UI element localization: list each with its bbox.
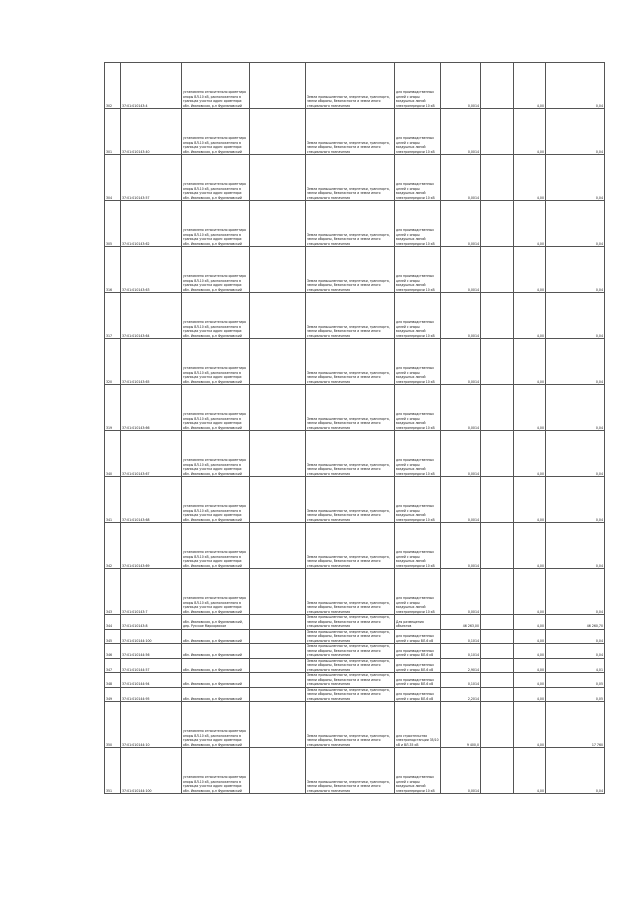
location-description-cell: установлено относительно ориентира опоры ВЛ-10 кВ, расположенного в границах участка адрес ориентира: обл. Ивановская, р-н Фурмановский xyxy=(182,431,250,477)
total-value-cell: 46 260,70 xyxy=(546,615,605,630)
area-value-cell: 0,0014 xyxy=(441,155,481,201)
empty-value-cell xyxy=(481,569,514,615)
empty-value-cell xyxy=(481,748,514,794)
total-value-cell: 0,05 xyxy=(546,673,605,688)
empty-cell xyxy=(250,687,306,702)
location-description-cell: обл. Ивановская, р-н Фурмановский xyxy=(182,629,250,644)
empty-value-cell xyxy=(481,109,514,155)
cadastral-number-cell: 37:01:010144:57 xyxy=(121,658,182,673)
total-value-cell: 0,04 xyxy=(546,431,605,477)
empty-cell xyxy=(250,615,306,630)
land-plots-table xyxy=(104,62,605,794)
rate-value-cell: 4,00 xyxy=(514,385,546,431)
permitted-use-cell: для производственных целей с опоры воздушных линий электропередачи 10 кВ xyxy=(395,523,441,569)
area-value-cell: 0,0014 xyxy=(441,431,481,477)
cadastral-number-cell: 37:01:010143:68 xyxy=(121,477,182,523)
table-row xyxy=(105,644,605,659)
rate-value-cell: 4,00 xyxy=(514,247,546,293)
cadastral-number-cell: 37:01:010144:94 xyxy=(121,673,182,688)
row-number-cell: 349 xyxy=(105,687,121,702)
row-number-cell: 346 xyxy=(105,644,121,659)
total-value-cell: 0,04 xyxy=(546,293,605,339)
area-value-cell: 0,0014 xyxy=(441,201,481,247)
cadastral-number-cell: 37:01:010143:7 xyxy=(121,569,182,615)
total-value-cell: 0,04 xyxy=(546,109,605,155)
cadastral-number-cell: 37:01:010144:95 xyxy=(121,687,182,702)
row-number-cell: 320 xyxy=(105,339,121,385)
permitted-use-cell: для производственных целей с опоры воздушных линий электропередачи 10 кВ xyxy=(395,155,441,201)
empty-value-cell xyxy=(481,431,514,477)
empty-cell xyxy=(250,109,306,155)
row-number-cell: 302 xyxy=(105,63,121,109)
area-value-cell: 0,0014 xyxy=(441,748,481,794)
total-value-cell: 0,05 xyxy=(546,687,605,702)
empty-value-cell xyxy=(481,63,514,109)
total-value-cell: 0,04 xyxy=(546,629,605,644)
permitted-use-cell: для производственных целей с опоры ВЛ-6 кВ xyxy=(395,629,441,644)
cadastral-number-cell: 37:01:010143:4 xyxy=(121,63,182,109)
area-value-cell: 0,0014 xyxy=(441,339,481,385)
rate-value-cell: 4,00 xyxy=(514,748,546,794)
empty-value-cell xyxy=(481,339,514,385)
empty-value-cell xyxy=(481,155,514,201)
total-value-cell: 17 760 xyxy=(546,702,605,748)
area-value-cell: 0,0014 xyxy=(441,63,481,109)
area-value-cell: 0,0014 xyxy=(441,109,481,155)
empty-cell xyxy=(250,644,306,659)
location-description-cell: установлено относительно ориентира опоры ВЛ-10 кВ, расположенного в границах участка адрес ориентира: обл. Ивановская, р-н Фурмановский xyxy=(182,702,250,748)
location-description-cell: обл. Ивановская, р-н Фурмановский xyxy=(182,673,250,688)
location-description-cell: установлено относительно ориентира опоры ВЛ-10 кВ, расположенного в границах участка адрес ориентира: обл. Ивановская, р-н Фурмановский xyxy=(182,477,250,523)
empty-cell xyxy=(250,247,306,293)
empty-cell xyxy=(250,155,306,201)
total-value-cell: 4,01 xyxy=(546,658,605,673)
permitted-use-cell: для производственных целей с опоры воздушных линий электропередачи 10 кВ xyxy=(395,339,441,385)
land-category-cell: Земли промышленности, энергетики, транспорта, земли обороны, безопасности и земли иного специального назначения xyxy=(306,658,395,673)
rate-value-cell: 4,00 xyxy=(514,63,546,109)
rate-value-cell: 4,00 xyxy=(514,569,546,615)
rate-value-cell: 4,00 xyxy=(514,702,546,748)
rate-value-cell: 4,00 xyxy=(514,339,546,385)
permitted-use-cell: для производственных целей с опоры ВЛ-6 кВ xyxy=(395,687,441,702)
row-number-cell: 316 xyxy=(105,247,121,293)
rate-value-cell: 4,00 xyxy=(514,201,546,247)
row-number-cell: 301 xyxy=(105,109,121,155)
location-description-cell: установлено относительно ориентира опоры ВЛ-10 кВ, расположенного в границах участка адрес ориентира: обл. Ивановская, р-н Фурмановский xyxy=(182,109,250,155)
location-description-cell: установлено относительно ориентира опоры ВЛ-10 кВ, расположенного в границах участка адрес ориентира: обл. Ивановская, р-н Фурмановский xyxy=(182,523,250,569)
table-row xyxy=(105,109,605,155)
land-category-cell: Земли промышленности, энергетики, транспорта, земли обороны, безопасности и земли иного специального назначения xyxy=(306,201,395,247)
land-category-cell: Земли промышленности, энергетики, транспорта, земли обороны, безопасности и земли иного специального назначения xyxy=(306,644,395,659)
document-sheet xyxy=(104,62,604,794)
rate-value-cell: 4,00 xyxy=(514,687,546,702)
table-row xyxy=(105,629,605,644)
cadastral-number-cell: 37:01:010144:10 xyxy=(121,702,182,748)
rate-value-cell: 4,00 xyxy=(514,644,546,659)
empty-cell xyxy=(250,477,306,523)
empty-cell xyxy=(250,629,306,644)
rate-value-cell: 4,00 xyxy=(514,293,546,339)
cadastral-number-cell: 37:01:010144:100 xyxy=(121,629,182,644)
location-description-cell: обл. Ивановская, р-н Фурмановский, дер. Русское Маркорвское xyxy=(182,615,250,630)
empty-value-cell xyxy=(481,702,514,748)
location-description-cell: установлено относительно ориентира опоры ВЛ-10 кВ, расположенного в границах участка адрес ориентира: обл. Ивановская, р-н Фурмановский xyxy=(182,201,250,247)
rate-value-cell: 4,00 xyxy=(514,673,546,688)
table-row xyxy=(105,673,605,688)
table-row xyxy=(105,339,605,385)
table-row xyxy=(105,658,605,673)
table-row xyxy=(105,201,605,247)
land-category-cell: Земли промышленности, энергетики, транспорта, земли обороны, безопасности и земли иного специального назначения xyxy=(306,615,395,630)
land-category-cell: Земли промышленности, энергетики, транспорта, земли обороны, безопасности и земли иного специального назначения xyxy=(306,385,395,431)
land-category-cell: Земли промышленности, энергетики, транспорта, земли обороны, безопасности и земли иного специального назначения xyxy=(306,477,395,523)
row-number-cell: 343 xyxy=(105,569,121,615)
total-value-cell: 0,04 xyxy=(546,201,605,247)
area-value-cell: 2,2014 xyxy=(441,687,481,702)
area-value-cell: 46 263,00 xyxy=(441,615,481,630)
total-value-cell: 0,04 xyxy=(546,569,605,615)
empty-value-cell xyxy=(481,629,514,644)
empty-cell xyxy=(250,385,306,431)
empty-cell xyxy=(250,63,306,109)
table-row xyxy=(105,431,605,477)
cadastral-number-cell: 37:01:010143:69 xyxy=(121,523,182,569)
permitted-use-cell: для строительства электроподстанции 35/10 кВ и ВЛ-35 кВ xyxy=(395,702,441,748)
table-row xyxy=(105,385,605,431)
area-value-cell: 0,0014 xyxy=(441,293,481,339)
permitted-use-cell: для производственных целей с опоры воздушных линий электропередачи 10 кВ xyxy=(395,569,441,615)
empty-cell xyxy=(250,201,306,247)
rate-value-cell: 4,00 xyxy=(514,477,546,523)
area-value-cell: 0,1014 xyxy=(441,673,481,688)
area-value-cell: 9 400,0 xyxy=(441,702,481,748)
empty-value-cell xyxy=(481,687,514,702)
empty-value-cell xyxy=(481,644,514,659)
table-row xyxy=(105,247,605,293)
location-description-cell: установлено относительно ориентира опоры ВЛ-10 кВ, расположенного в границах участка адрес ориентира: обл. Ивановская, р-н Фурмановский xyxy=(182,748,250,794)
area-value-cell: 0,0014 xyxy=(441,569,481,615)
permitted-use-cell: для производственных целей с опоры воздушных линий электропередачи 10 кВ xyxy=(395,247,441,293)
permitted-use-cell: для производственных целей с опоры воздушных линий электропередачи 10 кВ xyxy=(395,201,441,247)
empty-cell xyxy=(250,702,306,748)
empty-value-cell xyxy=(481,658,514,673)
row-number-cell: 351 xyxy=(105,748,121,794)
row-number-cell: 305 xyxy=(105,201,121,247)
permitted-use-cell: для производственных целей с опоры воздушных линий электропередачи 10 кВ xyxy=(395,431,441,477)
table-row xyxy=(105,615,605,630)
rate-value-cell: 4,00 xyxy=(514,155,546,201)
table-row xyxy=(105,687,605,702)
permitted-use-cell: для производственных целей с опоры ВЛ-6 кВ xyxy=(395,644,441,659)
table-row xyxy=(105,702,605,748)
row-number-cell: 344 xyxy=(105,615,121,630)
total-value-cell: 0,04 xyxy=(546,247,605,293)
total-value-cell: 0,04 xyxy=(546,523,605,569)
land-category-cell: Земли промышленности, энергетики, транспорта, земли обороны, безопасности и земли иного специального назначения xyxy=(306,673,395,688)
rate-value-cell: 4,00 xyxy=(514,109,546,155)
location-description-cell: установлено относительно ориентира опоры ВЛ-10 кВ, расположенного в границах участка адрес ориентира: обл. Ивановская, р-н Фурмановский xyxy=(182,63,250,109)
table-row xyxy=(105,293,605,339)
table-row xyxy=(105,63,605,109)
row-number-cell: 348 xyxy=(105,673,121,688)
land-category-cell: Земли промышленности, энергетики, транспорта, земли обороны, безопасности и земли иного специального назначения xyxy=(306,293,395,339)
land-category-cell: Земли промышленности, энергетики, транспорта, земли обороны, безопасности и земли иного специального назначения xyxy=(306,431,395,477)
land-category-cell: Земли промышленности, энергетики, транспорта, земли обороны, безопасности и земли иного специального назначения xyxy=(306,748,395,794)
rate-value-cell: 4,00 xyxy=(514,431,546,477)
empty-cell xyxy=(250,748,306,794)
row-number-cell: 345 xyxy=(105,629,121,644)
empty-cell xyxy=(250,658,306,673)
location-description-cell: обл. Ивановская, р-н Фурмановский xyxy=(182,658,250,673)
location-description-cell: обл. Ивановская, р-н Фурмановский xyxy=(182,687,250,702)
area-value-cell: 0,0014 xyxy=(441,523,481,569)
location-description-cell: установлено относительно ориентира опоры ВЛ-10 кВ, расположенного в границах участка адрес ориентира: обл. Ивановская, р-н Фурмановский xyxy=(182,569,250,615)
land-category-cell: Земли промышленности, энергетики, транспорта, земли обороны, безопасности и земли иного специального назначения xyxy=(306,687,395,702)
area-value-cell: 0,1014 xyxy=(441,644,481,659)
empty-cell xyxy=(250,431,306,477)
area-value-cell: 0,0014 xyxy=(441,385,481,431)
cadastral-number-cell: 37:01:010143:40 xyxy=(121,109,182,155)
empty-cell xyxy=(250,339,306,385)
empty-cell xyxy=(250,673,306,688)
permitted-use-cell: для производственных целей с опоры воздушных линий электропередачи 10 кВ xyxy=(395,748,441,794)
cadastral-number-cell: 37:01:010143:62 xyxy=(121,201,182,247)
row-number-cell: 304 xyxy=(105,155,121,201)
row-number-cell: 350 xyxy=(105,702,121,748)
empty-value-cell xyxy=(481,615,514,630)
area-value-cell: 0,0014 xyxy=(441,477,481,523)
empty-value-cell xyxy=(481,523,514,569)
cadastral-number-cell: 37:01:010143:67 xyxy=(121,431,182,477)
empty-cell xyxy=(250,523,306,569)
land-category-cell: Земли промышленности, энергетики, транспорта, земли обороны, безопасности и земли иного специального назначения xyxy=(306,63,395,109)
row-number-cell: 342 xyxy=(105,523,121,569)
permitted-use-cell: для производственных целей с опоры ВЛ-6 кВ xyxy=(395,658,441,673)
land-category-cell: Земли промышленности, энергетики, транспорта, земли обороны, безопасности и земли иного специального назначения xyxy=(306,523,395,569)
rate-value-cell: 4,00 xyxy=(514,615,546,630)
empty-value-cell xyxy=(481,477,514,523)
empty-value-cell xyxy=(481,201,514,247)
land-category-cell: Земли промышленности, энергетики, транспорта, земли обороны, безопасности и земли иного специального назначения xyxy=(306,629,395,644)
rate-value-cell: 4,00 xyxy=(514,658,546,673)
permitted-use-cell: для производственных целей с опоры воздушных линий электропередачи 10 кВ xyxy=(395,293,441,339)
cadastral-number-cell: 37:01:010143:8 xyxy=(121,615,182,630)
table-body xyxy=(105,63,605,794)
total-value-cell: 0,04 xyxy=(546,477,605,523)
location-description-cell: установлено относительно ориентира опоры ВЛ-10 кВ, расположенного в границах участка адрес ориентира: обл. Ивановская, р-н Фурмановский xyxy=(182,293,250,339)
row-number-cell: 340 xyxy=(105,431,121,477)
location-description-cell: установлено относительно ориентира опоры ВЛ-10 кВ, расположенного в границах участка адрес ориентира: обл. Ивановская, р-н Фурмановский xyxy=(182,247,250,293)
location-description-cell: обл. Ивановская, р-н Фурмановский xyxy=(182,644,250,659)
table-row xyxy=(105,748,605,794)
empty-cell xyxy=(250,569,306,615)
row-number-cell: 319 xyxy=(105,385,121,431)
area-value-cell: 0,1014 xyxy=(441,629,481,644)
total-value-cell: 0,04 xyxy=(546,644,605,659)
total-value-cell: 0,04 xyxy=(546,155,605,201)
cadastral-number-cell: 37:01:010144:100 xyxy=(121,748,182,794)
land-category-cell: Земли промышленности, энергетики, транспорта, земли обороны, безопасности и земли иного специального назначения xyxy=(306,155,395,201)
permitted-use-cell: для производственных целей с опоры воздушных линий электропередачи 10 кВ xyxy=(395,63,441,109)
empty-cell xyxy=(250,293,306,339)
table-row xyxy=(105,523,605,569)
table-row xyxy=(105,155,605,201)
total-value-cell: 0,04 xyxy=(546,63,605,109)
permitted-use-cell: Для размещения объектов xyxy=(395,615,441,630)
area-value-cell: 0,0014 xyxy=(441,247,481,293)
row-number-cell: 347 xyxy=(105,658,121,673)
cadastral-number-cell: 37:01:010143:65 xyxy=(121,339,182,385)
permitted-use-cell: для производственных целей с опоры воздушных линий электропередачи 10 кВ xyxy=(395,385,441,431)
permitted-use-cell: для производственных целей с опоры ВЛ-6 кВ xyxy=(395,673,441,688)
rate-value-cell: 4,00 xyxy=(514,629,546,644)
land-category-cell: Земли промышленности, энергетики, транспорта, земли обороны, безопасности и земли иного специального назначения xyxy=(306,109,395,155)
land-category-cell: Земли промышленности, энергетики, транспорта, земли обороны, безопасности и земли иного специального назначения xyxy=(306,247,395,293)
table-row xyxy=(105,477,605,523)
cadastral-number-cell: 37:01:010144:56 xyxy=(121,644,182,659)
total-value-cell: 0,04 xyxy=(546,385,605,431)
land-category-cell: Земли промышленности, энергетики, транспорта, земли обороны, безопасности и земли иного специального назначения xyxy=(306,702,395,748)
location-description-cell: установлено относительно ориентира опоры ВЛ-10 кВ, расположенного в границах участка адрес ориентира: обл. Ивановская, р-н Фурмановский xyxy=(182,339,250,385)
permitted-use-cell: для производственных целей с опоры воздушных линий электропередачи 10 кВ xyxy=(395,109,441,155)
permitted-use-cell: для производственных целей с опоры воздушных линий электропередачи 10 кВ xyxy=(395,477,441,523)
row-number-cell: 317 xyxy=(105,293,121,339)
table-row xyxy=(105,569,605,615)
area-value-cell: 2,9014 xyxy=(441,658,481,673)
empty-value-cell xyxy=(481,673,514,688)
total-value-cell: 0,04 xyxy=(546,748,605,794)
total-value-cell: 0,04 xyxy=(546,339,605,385)
row-number-cell: 341 xyxy=(105,477,121,523)
empty-value-cell xyxy=(481,293,514,339)
location-description-cell: установлено относительно ориентира опоры ВЛ-10 кВ, расположенного в границах участка адрес ориентира: обл. Ивановская, р-н Фурмановский xyxy=(182,155,250,201)
empty-value-cell xyxy=(481,247,514,293)
land-category-cell: Земли промышленности, энергетики, транспорта, земли обороны, безопасности и земли иного специального назначения xyxy=(306,569,395,615)
land-category-cell: Земли промышленности, энергетики, транспорта, земли обороны, безопасности и земли иного специального назначения xyxy=(306,339,395,385)
cadastral-number-cell: 37:01:010143:57 xyxy=(121,155,182,201)
empty-value-cell xyxy=(481,385,514,431)
cadastral-number-cell: 37:01:010143:64 xyxy=(121,293,182,339)
cadastral-number-cell: 37:01:010143:66 xyxy=(121,385,182,431)
location-description-cell: установлено относительно ориентира опоры ВЛ-10 кВ, расположенного в границах участка адрес ориентира: обл. Ивановская, р-н Фурмановский xyxy=(182,385,250,431)
rate-value-cell: 4,00 xyxy=(514,523,546,569)
cadastral-number-cell: 37:01:010143:63 xyxy=(121,247,182,293)
